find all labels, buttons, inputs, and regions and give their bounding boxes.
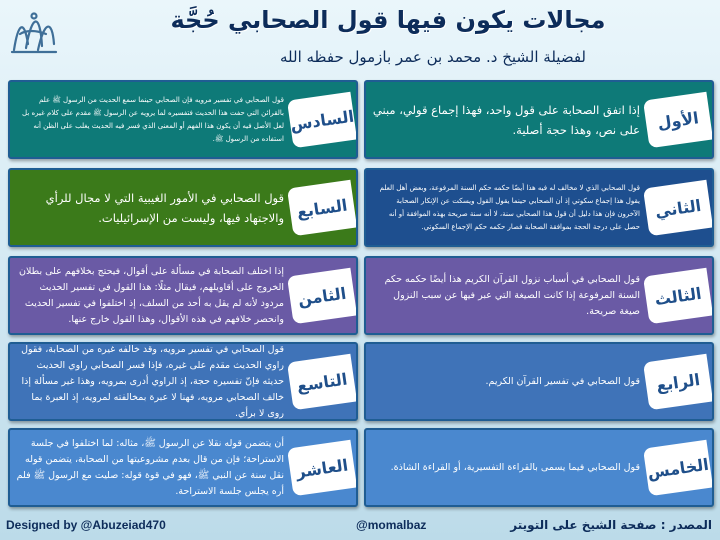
card-fifth (364, 428, 714, 507)
ordinal-label: الثامن (287, 268, 357, 324)
ordinal-label: الثاني (643, 180, 713, 236)
card-text: قول الصحابي الذي لا مخالف له فيه هذا أيضًا حكمه حكم السنة المرفوعة، وبعض أهل العلم يقول هذا إجماع سكوتي إذ أن الصحابي حينما يقول القول ويسكت عن الإنكار الصحابة الآخرون فإن هذا دليل أن قول هذا الصحابي سنة، لا أنه سنة صريحة بهذه الموافقة أو أنه حصل على درجة الحجة بموافقة الصحابة فصار حكمه حكم الإجماع السكوتي. (379, 183, 640, 231)
card-third (364, 256, 714, 335)
card-seventh (8, 168, 358, 247)
ordinal-label: الرابع (643, 354, 713, 410)
card-text: قول الصحابي في تفسير القرآن الكريم. (485, 375, 640, 387)
card-text: قول الصحابي في تفسير مرويه فإن الصحابي حينما سمع الحديث من الرسول ﷺ علم بالقرائن التي حفت هذا الحديث فتفسيره لما يرويه عن الرسول ﷺ مقدم على كلام غيره بل لعل الأصل فيه أن يكون هذا الفهم أو المعنى الذي فسر فيه الحديث يغلب على الظن أنه استفاده من الرسول ﷺ. (22, 95, 284, 143)
card-text: قول الصحابي في أسباب نزول القرآن الكريم هذا أيضًا حكمه حكم السنة المرفوعة إذا كانت الصيغة التي عبر فيها عن سبب النزول صيغة صريحة. (384, 273, 640, 317)
card-text: قول الصحابي في تفسير مرويه، وقد خالفه غيره من الصحابة، فقول راوي الحديث مقدم على غيره، فإذا فسر الصحابي راوي الحديث حديثه فإنّ تفسيره حجة، إذ الراوي أدرى بمرويه، وهذا غير مسألة إذا خالف الصحابي مرويه، فهنا لا عبرة بمخالفته لمرويه، إذ العبرة بما روى لا برأي. (21, 343, 284, 419)
footer (0, 514, 720, 540)
card-text: قول الصحابي في الأمور الغيبية التي لا مجال للرأي والاجتهاد فيها، وليست من الإسرائيليات. (45, 190, 284, 225)
ordinal-label: التاسع (287, 354, 357, 410)
ordinal-label: العاشر (287, 440, 357, 496)
card-sixth (8, 80, 358, 159)
card-text: إذا اتفق الصحابة على قول واحد، فهذا إجماع قولي، مبني على نص، وهذا حجة أصلية. (372, 102, 640, 137)
ordinal-label: السادس (287, 92, 357, 148)
ordinal-label: الخامس (643, 440, 713, 496)
ordinal-label: الثالث (643, 268, 713, 324)
card-text: قول الصحابي فيما يسمى بالقراءة التفسيرية، أو القراءة الشاذة. (390, 461, 640, 473)
page-title: مجالات يكون فيها قول الصحابي حُجَّة (170, 6, 606, 34)
ordinal-label: الأول (643, 92, 713, 148)
card-eighth (8, 256, 358, 335)
ordinal-label: السابع (287, 180, 357, 236)
card-first (364, 80, 714, 159)
calligraphy-logo-icon (6, 4, 62, 60)
designer-credit: Designed by @Abuzeiad470 (6, 518, 166, 532)
author-line: لفضيلة الشيخ د. محمد بن عمر بازمول حفظه الله (280, 48, 586, 66)
card-ninth (8, 342, 358, 421)
card-fourth (364, 342, 714, 421)
card-text: أن يتضمن قوله نقلا عن الرسول ﷺ، مثاله: لما اختلفوا في جلسة الاستراحة؛ فإن من قال بعدم مشروعيتها من الصحابة، يتضمن قوله نقل سنة عن النبي ﷺ، فهو في قوة قوله: صليت مع الرسول ﷺ فلم أره يجلس جلسة الاستراحة. (16, 437, 284, 497)
twitter-handle: @momalbaz (356, 518, 427, 532)
card-tenth (8, 428, 358, 507)
card-text: إذا اختلف الصحابة في مسألة على أقوال، فيحتج بخلافهم على بطلان الخروج على أقاويلهم، فيقال مثلًا: هذا القول في تفسير الحديث مردود لأنه لم يقل به أحد من السلف، إذ اختلفوا في تفسير الحديث وانحصر خلافهم في هذه الأقوال، وهذا القول خارج عنها. (19, 265, 284, 325)
source-credit: المصدر : صفحة الشيخ على التويتر (510, 518, 712, 532)
card-second (364, 168, 714, 247)
